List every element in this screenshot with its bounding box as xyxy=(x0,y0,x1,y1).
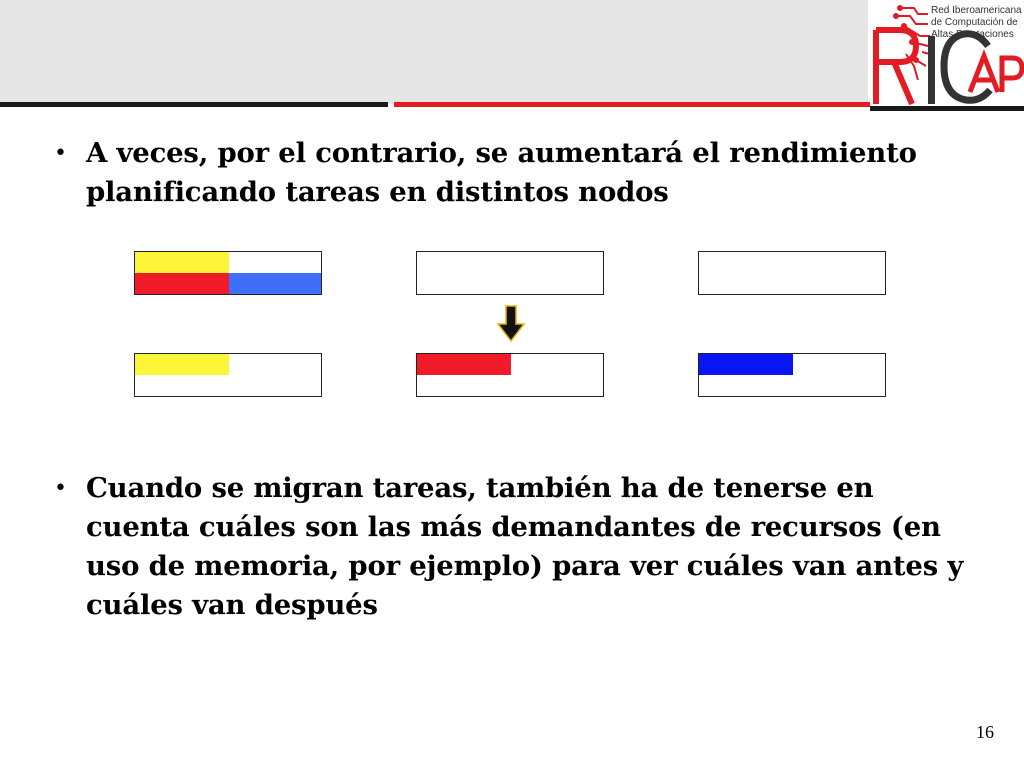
task-yellow-segment xyxy=(135,252,229,273)
arrow-down-icon xyxy=(496,304,526,344)
letter-c-shape xyxy=(944,34,990,101)
node-1-before xyxy=(134,251,322,295)
bullet-marker: • xyxy=(54,476,67,501)
task-blue-segment xyxy=(699,354,793,375)
node-1-after xyxy=(134,353,322,397)
bullet-2-line-4: cuáles van después xyxy=(86,589,378,621)
logo-underline xyxy=(870,106,1024,111)
header-band xyxy=(0,0,868,104)
logo-text xyxy=(931,5,1023,41)
bullet-1 xyxy=(54,134,986,212)
node-3-before xyxy=(698,251,886,295)
empty-segment xyxy=(229,252,321,273)
letter-p-shape xyxy=(1002,58,1022,92)
bullet-2-line-1: Cuando se migran tareas, también ha de tenerse en xyxy=(86,472,874,504)
logo-text-line3: Altas Prestaciones xyxy=(931,29,1014,40)
bullet-2 xyxy=(54,469,986,625)
header-rule-red xyxy=(394,102,870,107)
task-red-segment xyxy=(135,273,229,294)
node-2-after xyxy=(416,353,604,397)
task-blue-segment xyxy=(229,273,321,294)
task-yellow-segment xyxy=(135,354,229,375)
letter-a-shape xyxy=(970,56,998,92)
bullet-marker: • xyxy=(54,141,67,166)
letter-i-shape xyxy=(928,36,935,104)
bullet-2-line-3: uso de memoria, por ejemplo) para ver cuáles van antes y xyxy=(86,550,964,582)
logo-text-line1: Red Iberoamericana xyxy=(931,5,1022,16)
logo-text-line2: de Computación de xyxy=(931,17,1018,28)
task-red-segment xyxy=(417,354,511,375)
page-number: 16 xyxy=(976,722,994,742)
node-3-after xyxy=(698,353,886,397)
node-2-before xyxy=(416,251,604,295)
header-rule-dark xyxy=(0,102,388,107)
bullet-1-line-1: A veces, por el contrario, se aumentará el rendimiento xyxy=(86,137,917,169)
bullet-1-line-2: planificando tareas en distintos nodos xyxy=(86,176,669,208)
bullet-2-line-2: cuenta cuáles son las más demandantes de recursos (en xyxy=(86,511,941,543)
